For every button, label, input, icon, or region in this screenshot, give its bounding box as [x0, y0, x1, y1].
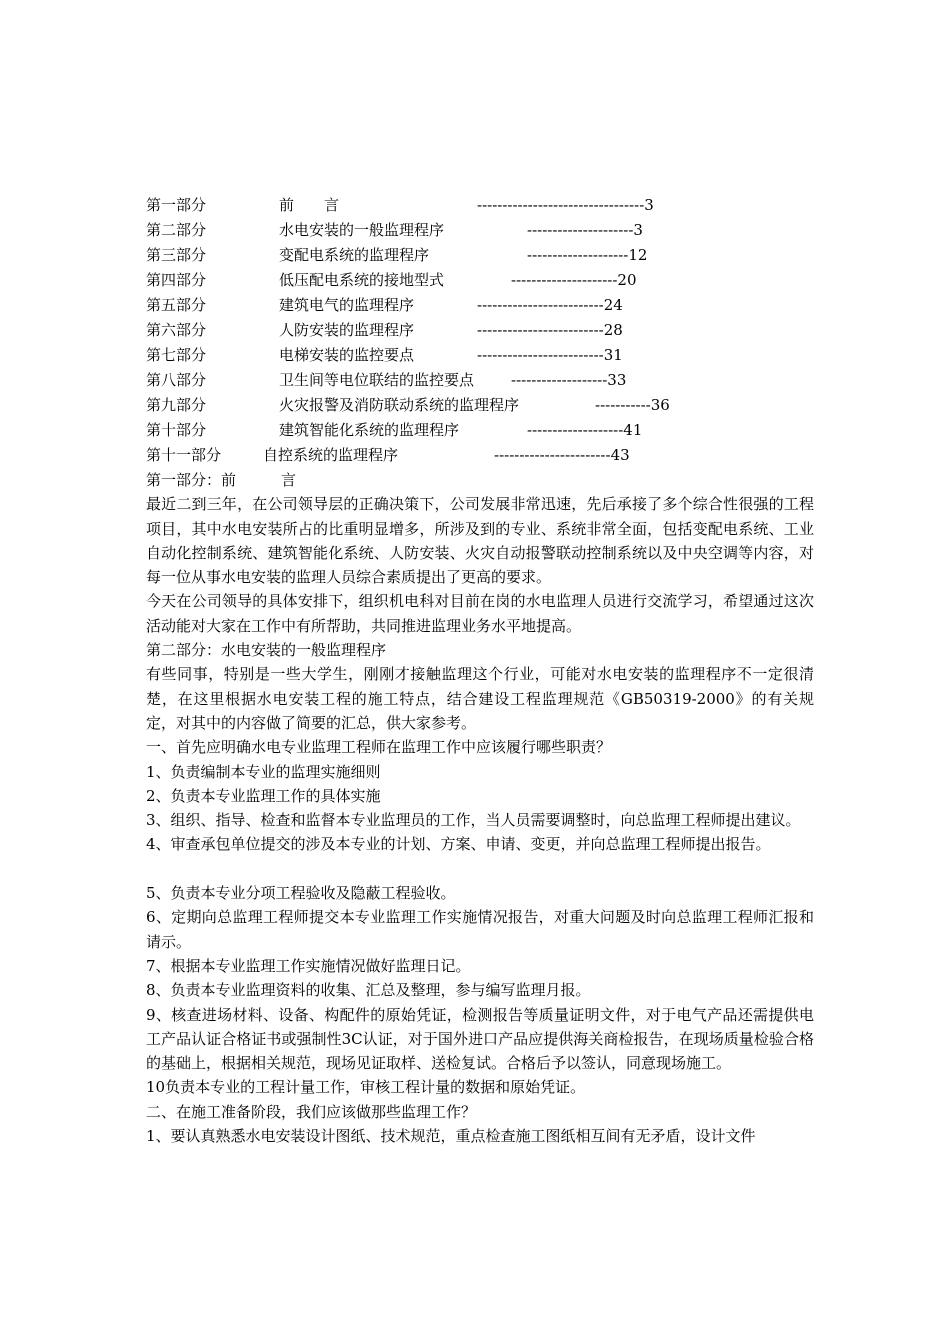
document-body	[146, 468, 814, 1148]
toc-row	[146, 268, 826, 293]
toc-part: 第十一部分	[146, 446, 222, 464]
list-item: 10负责本专业的工程计量工作，审核工程计量的数据和原始凭证。	[146, 1078, 586, 1097]
toc-row	[146, 218, 826, 243]
list-item: 8、负责本专业监理资料的收集、汇总及整理，参与编写监理月报。	[146, 981, 591, 1000]
list-item: 3、组织、指导、检查和监督本专业监理员的工作，当人员需要调整时，向总监理工程师提出建议。	[146, 811, 801, 830]
toc-part: 第十部分	[146, 421, 207, 439]
toc-title: 前 言	[279, 196, 340, 214]
toc-leader: ---------------------20	[511, 271, 637, 289]
toc-title: 电梯安装的监控要点	[279, 346, 415, 364]
toc-title: 变配电系统的监理程序	[279, 246, 430, 264]
toc-leader: -------------------33	[511, 371, 627, 389]
toc-row	[146, 443, 826, 468]
toc-title: 卫生间等电位联结的监控要点	[279, 371, 475, 389]
toc-row	[146, 318, 826, 343]
toc-row	[146, 368, 826, 393]
list-item: 6、定期向总监理工程师提交本专业监理工作实施情况报告，对重大问题及时向总监理工程师汇报和请示。	[146, 908, 814, 951]
toc-leader: -------------------------28	[477, 321, 623, 339]
section-heading: 第二部分：水电安装的一般监理程序	[146, 641, 387, 660]
toc-row	[146, 343, 826, 368]
toc-row	[146, 193, 826, 218]
toc-title: 低压配电系统的接地型式	[279, 271, 445, 289]
toc-title: 建筑智能化系统的监理程序	[279, 421, 460, 439]
blank-line	[146, 857, 814, 881]
toc-part: 第八部分	[146, 371, 207, 389]
list-item: 1、要认真熟悉水电安装设计图纸、技术规范，重点检查施工图纸相互间有无矛盾，设计文件	[146, 1127, 756, 1146]
list-item: 1、负责编制本专业的监理实施细则	[146, 762, 381, 781]
toc-leader: --------------------12	[527, 246, 648, 264]
toc-row	[146, 418, 826, 443]
toc-leader: -------------------------31	[477, 346, 623, 364]
toc-row	[146, 243, 826, 268]
toc-leader: ---------------------------------3	[477, 196, 654, 214]
toc-leader: -----------36	[595, 396, 670, 414]
list-item: 2、负责本专业监理工作的具体实施	[146, 786, 381, 805]
toc-part: 第二部分	[146, 221, 207, 239]
toc-leader: -------------------------24	[477, 296, 623, 314]
list-item: 9、核查进场材料、设备、构配件的原始凭证，检测报告等质量证明文件，对于电气产品还需提供电工产品认证合格证书或强制性3C认证，对于国外进口产品应提供海关商检报告，在现场质量检验合格的基础上，根据相关规范，现场见证取样、送检复试。合格后予以签认，同意现场施工。	[146, 1005, 814, 1073]
toc-part: 第三部分	[146, 246, 207, 264]
section-heading: 第一部分：前 言	[146, 471, 297, 489]
paragraph: 有些同事，特别是一些大学生，刚刚才接触监理这个行业，可能对水电安装的监理程序不一定很清楚，在这里根据水电安装工程的施工特点，结合建设工程监理规范《GB50319-2000》的有关规定，对其中的内容做了简要的汇总，供大家参考。	[146, 665, 814, 732]
paragraph: 今天在公司领导的具体安排下，组织机电科对目前在岗的水电监理人员进行交流学习，希望通过这次活动能对大家在工作中有所帮助，共同推进监理业务水平地提高。	[146, 592, 814, 635]
list-item: 5、负责本专业分项工程验收及隐蔽工程验收。	[146, 884, 456, 903]
toc-leader: ---------------------3	[527, 221, 643, 239]
toc-leader: -------------------41	[527, 421, 643, 439]
toc-row	[146, 293, 826, 318]
toc-title: 水电安装的一般监理程序	[279, 221, 445, 239]
subheading: 一、首先应明确水电专业监理工程师在监理工作中应该履行哪些职责？	[146, 738, 612, 757]
table-of-contents	[146, 193, 826, 468]
toc-leader: -----------------------43	[494, 446, 630, 464]
paragraph: 最近二到三年，在公司领导层的正确决策下，公司发展非常迅速，先后承接了多个综合性很强的工程项目，其中水电安装所占的比重明显增多，所涉及到的专业、系统非常全面，包括变配电系统、工业自动化控制系统、建筑智能化系统、人防安装、火灾自动报警联动控制系统以及中央空调等内容，对每一位从事水电安装的监理人员综合素质提出了更高的要求。	[146, 495, 814, 587]
subheading: 二、在施工准备阶段，我们应该做那些监理工作？	[146, 1102, 477, 1121]
toc-part: 第一部分	[146, 196, 207, 214]
list-item: 7、根据本专业监理工作实施情况做好监理日记。	[146, 956, 471, 975]
toc-title: 建筑电气的监理程序	[279, 296, 415, 314]
toc-part: 第九部分	[146, 396, 207, 414]
toc-part: 第四部分	[146, 271, 207, 289]
toc-part: 第五部分	[146, 296, 207, 314]
toc-part: 第七部分	[146, 346, 207, 364]
toc-title: 自控系统的监理程序	[263, 446, 399, 464]
toc-title: 人防安装的监理程序	[279, 321, 415, 339]
toc-title: 火灾报警及消防联动系统的监理程序	[279, 396, 520, 414]
toc-part: 第六部分	[146, 321, 207, 339]
list-item: 4、审查承包单位提交的涉及本专业的计划、方案、申请、变更，并向总监理工程师提出报告。	[146, 835, 771, 854]
toc-row	[146, 393, 826, 418]
